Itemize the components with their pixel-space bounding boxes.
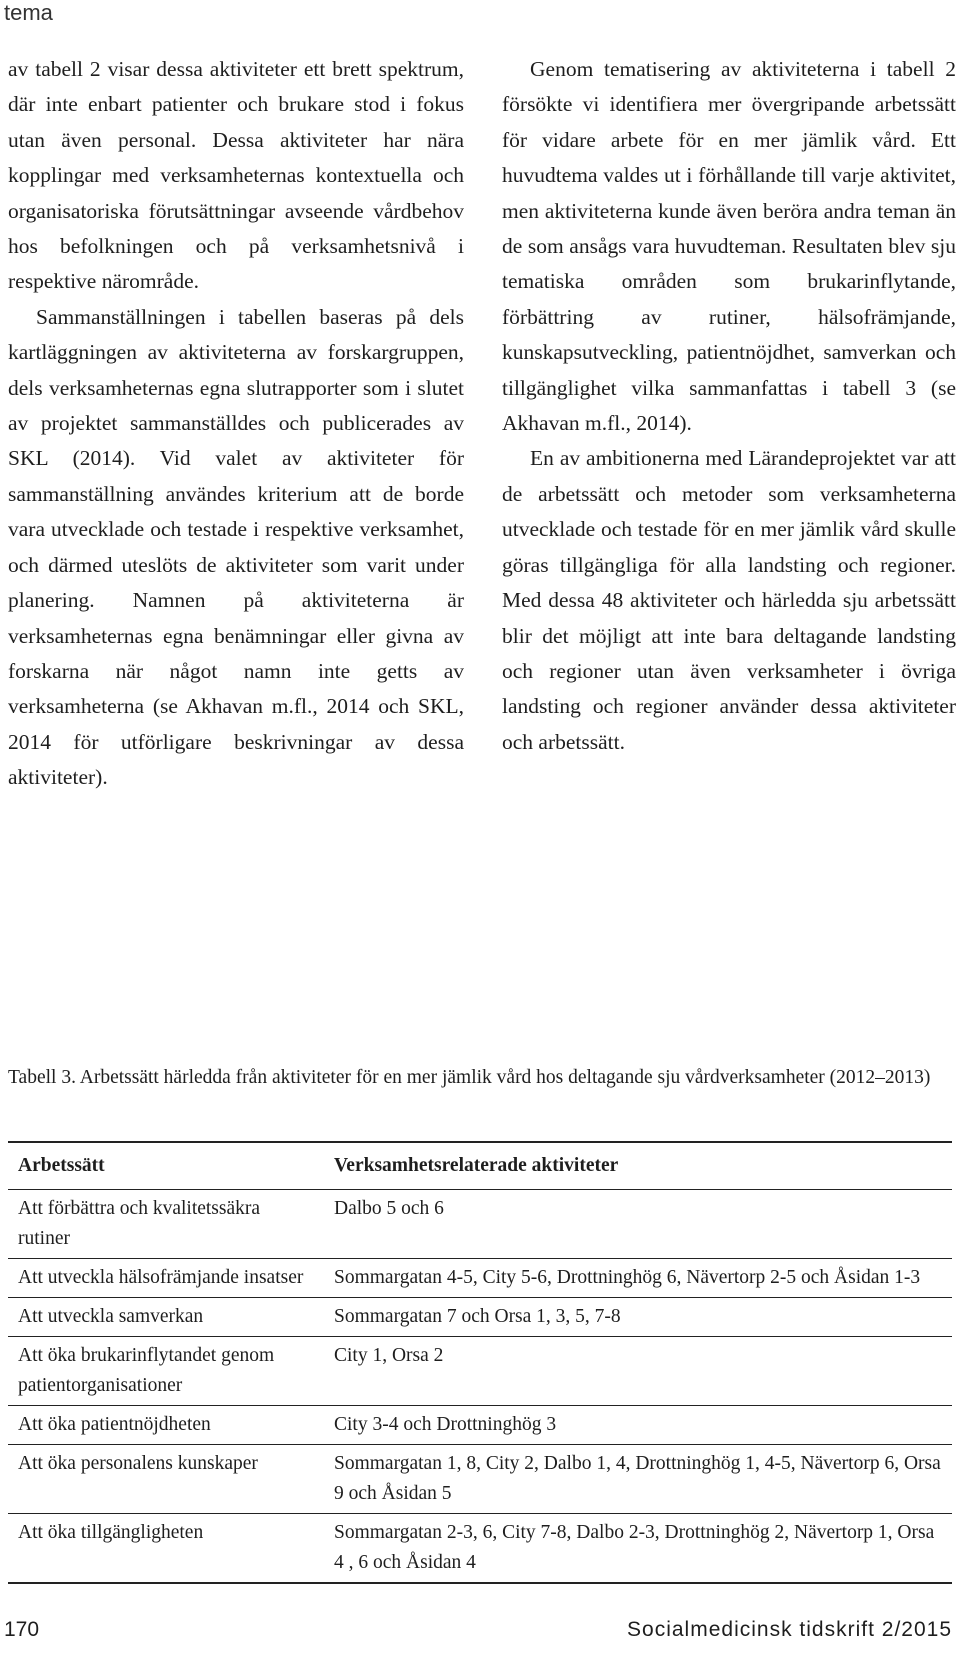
table-header-row	[8, 1142, 952, 1190]
table-cell: Sommargatan 2-3, 6, City 7-8, Dalbo 2-3, Drottninghög 2, Nävertorp 1, Orsa 4 , 6 och Åsidan 4	[324, 1514, 952, 1584]
table-cell: Att öka tillgängligheten	[8, 1514, 324, 1584]
paragraph: En av ambitionerna med Lärandeprojektet var att de arbetssätt och metoder som verksamheterna utvecklade och testade för en mer jämlik vård skulle göras tillgängliga för alla landsting och regioner. Med dessa 48 aktiviteter och härledda sju arbetssätt blir det möjligt att inte bara deltagande landsting och regioner utan även verksamheter i övriga landsting och regioner använder dessa aktiviteter och arbetssätt.	[502, 446, 956, 754]
table-cell: Att öka personalens kunskaper	[8, 1445, 324, 1514]
table-cell: Att utveckla hälsofrämjande insatser	[8, 1259, 324, 1298]
table-cell: Sommargatan 4-5, City 5-6, Drottninghög 6, Nävertorp 2-5 och Åsidan 1-3	[324, 1259, 952, 1298]
table-cell: Att öka patientnöjdheten	[8, 1406, 324, 1445]
table-cell: Att förbättra och kvalitetssäkra rutiner	[8, 1190, 324, 1259]
table-cell: City 3-4 och Drottninghög 3	[324, 1406, 952, 1445]
paragraph: av tabell 2 visar dessa aktiviteter ett brett spektrum, där inte enbart patienter och brukare stod i fokus utan även personal. Dessa aktiviteter har nära kopplingar med verksamheternas kontextuella och organisatoriska förutsättningar avseende vårdbehov hos befolkningen och på verksamhetsnivå i respektive närområde.	[8, 57, 464, 294]
paragraph: Genom tematisering av aktiviteterna i tabell 2 försökte vi identifiera mer övergripande arbetssätt för vidare arbete för en mer jämlik vård. Ett huvudtema valdes ut i förhållande till varje aktivitet, men aktiviteterna kunde även beröra andra teman än de som ansågs vara huvudteman. Resultaten blev sju tematiska områden som brukarinflytande, förbättring av rutiner, hälsofrämjande, kunskapsutveckling, patientnöjdhet, samverkan och tillgänglighet vilka sammanfattas i tabell 3 (se Akhavan m.fl., 2014).	[502, 57, 956, 436]
table-cell: Sommargatan 7 och Orsa 1, 3, 5, 7-8	[324, 1298, 952, 1337]
table-caption: Tabell 3. Arbetssätt härledda från aktiviteter för en mer jämlik vård hos deltagande sju vårdverksamheter (2012–2013)	[8, 1067, 931, 1088]
table-cell: Dalbo 5 och 6	[324, 1190, 952, 1259]
page-number: 170	[4, 1618, 40, 1641]
journal-name: Socialmedicinsk tidskrift 2/2015	[627, 1618, 952, 1641]
paragraph: Sammanställningen i tabellen baseras på dels kartläggningen av aktiviteterna av forskargruppen, dels verksamheternas egna slutrapporter som i slutet av projektet sammanställdes och publicerades av SKL (2014). Vid valet av aktiviteter för sammanställning användes kriterium att de borde vara utvecklade och testade i respektive verksamhet, och därmed uteslöts de aktiviteter som varit under planering. Namnen på aktiviteterna är verksamheternas egna benämningar eller givna av forskarna när något namn inte getts av verksamheterna (se Akhavan m.fl., 2014 och SKL, 2014 för utförligare beskrivningar av dessa aktiviteter).	[8, 304, 464, 790]
table-row	[8, 1337, 952, 1406]
page-footer	[0, 1618, 960, 1648]
table-row	[8, 1259, 952, 1298]
table-row	[8, 1445, 952, 1514]
table-cell: City 1, Orsa 2	[324, 1337, 952, 1406]
section-label: tema	[4, 0, 53, 25]
table-cell: Att utveckla samverkan	[8, 1298, 324, 1337]
data-table	[8, 1141, 952, 1584]
table-row	[8, 1190, 952, 1259]
table-container	[8, 1141, 952, 1584]
table-cell: Sommargatan 1, 8, City 2, Dalbo 1, 4, Drottninghög 1, 4-5, Nävertorp 6, Orsa 9 och Åsidan 5	[324, 1445, 952, 1514]
table-cell: Att öka brukarinflytandet genom patientorganisationer	[8, 1337, 324, 1406]
left-column	[8, 52, 464, 796]
header-cell: Verksamhetsrelaterade aktiviteter	[324, 1142, 952, 1190]
table-row	[8, 1298, 952, 1337]
table-row	[8, 1514, 952, 1584]
table-row	[8, 1406, 952, 1445]
header-cell: Arbetssätt	[8, 1142, 324, 1190]
right-column	[502, 52, 956, 760]
